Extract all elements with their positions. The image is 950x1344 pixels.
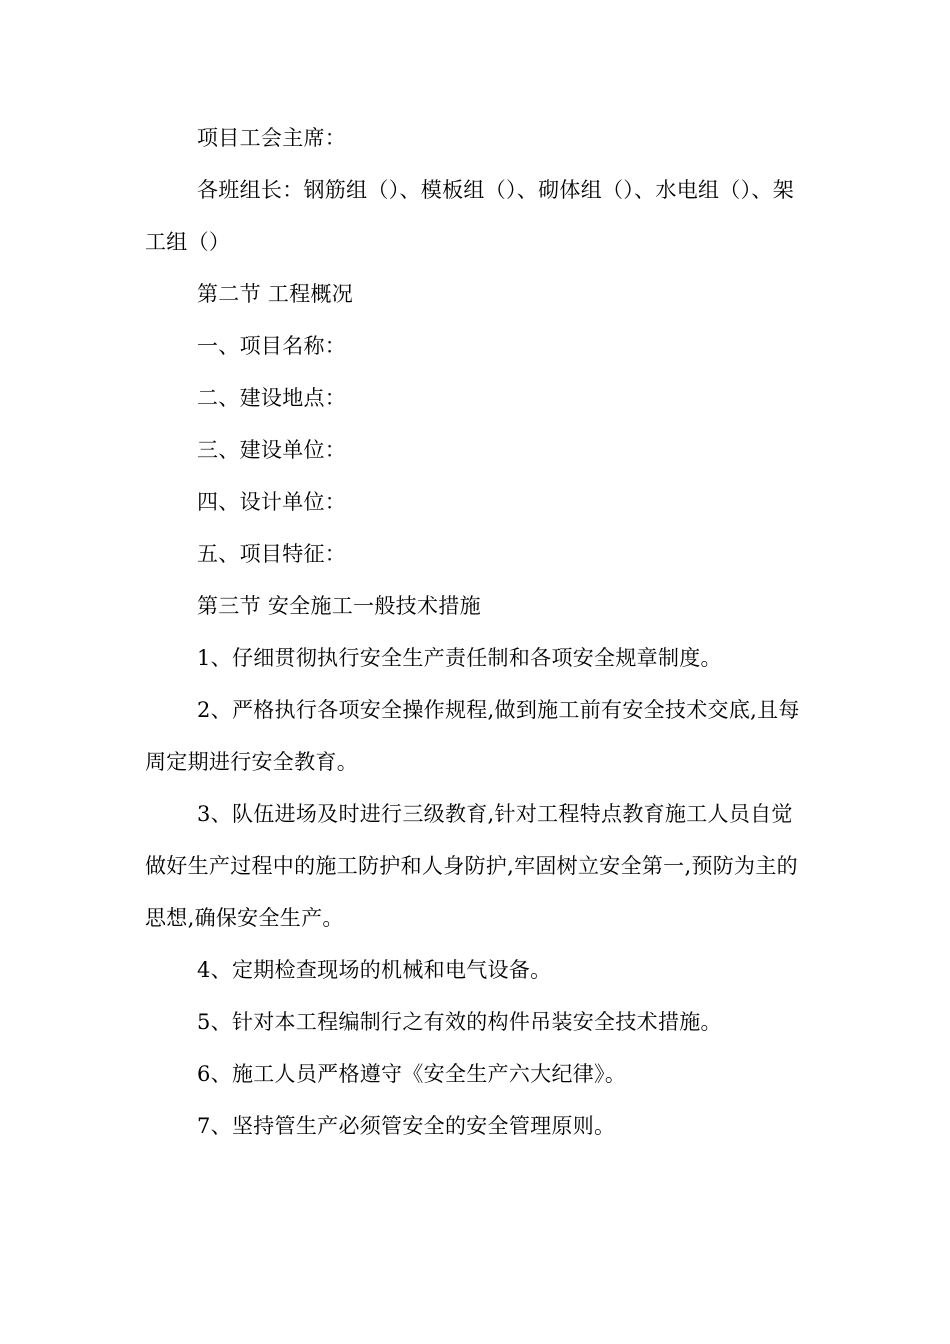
measure-item-7: 7、坚持管生产必须管安全的安全管理原则。 [197, 1114, 616, 1138]
measure-item-6: 6、施工人员严格遵守《安全生产六大纪律》。 [197, 1062, 627, 1086]
project-name-line: 一、项目名称： [197, 334, 347, 358]
document-body [145, 112, 810, 1152]
team-leaders-line: 各班组长：钢筋组（）、模板组（）、砌体组（）、水电组（）、架工组（） [145, 178, 794, 254]
measure-item-5: 5、针对本工程编制行之有效的构件吊装安全技术措施。 [197, 1010, 722, 1034]
section-heading-overview: 第二节 工程概况 [197, 282, 354, 306]
measure-item-2: 2、严格执行各项安全操作规程,做到施工前有安全技术交底,且每周定期进行安全教育。 [145, 698, 800, 774]
measure-item-4: 4、定期检查现场的机械和电气设备。 [197, 958, 552, 982]
section-heading-safety-measures: 第三节 安全施工一般技术措施 [197, 594, 481, 618]
design-unit-line: 四、设计单位： [197, 490, 347, 514]
measure-item-1: 1、仔细贯彻执行安全生产责任制和各项安全规章制度。 [197, 646, 722, 670]
measure-item-3: 3、队伍进场及时进行三级教育,针对工程特点教育施工人员自觉做好生产过程中的施工防护和人身防护,牢固树立安全第一,预防为主的思想,确保安全生产。 [145, 802, 798, 930]
project-features-line: 五、项目特征： [197, 542, 347, 566]
union-chair-line: 项目工会主席： [197, 126, 347, 150]
construction-site-line: 二、建设地点： [197, 386, 347, 410]
construction-unit-line: 三、建设单位： [197, 438, 347, 462]
